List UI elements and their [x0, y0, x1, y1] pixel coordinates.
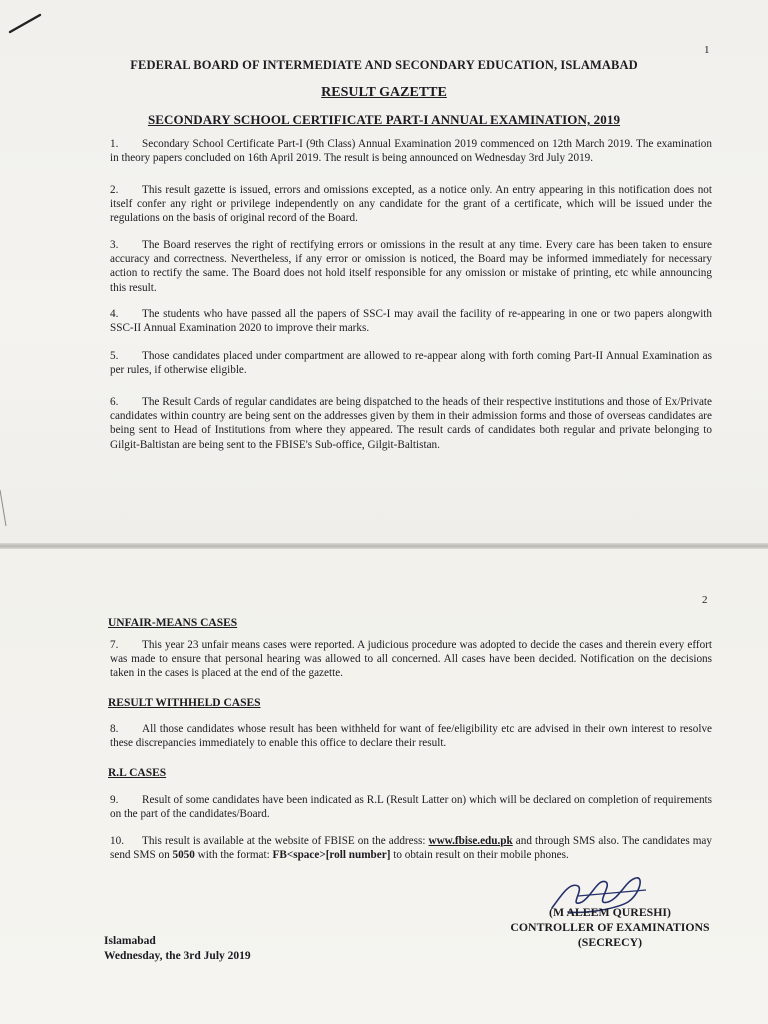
place-date-block — [104, 934, 251, 963]
exam-title: SECONDARY SCHOOL CERTIFICATE PART-I ANNUAL EXAMINATION, 2019 — [147, 112, 621, 127]
paragraph-1: 1. Secondary School Certificate Part-I (9th Class) Annual Examination 2019 commenced on 12th March 2019. The examination in theory papers concluded on 16th April 2019. The result is being announced on Wednesday 3rd July 2019. — [110, 138, 712, 165]
sms-number: 5050 — [172, 849, 195, 862]
paragraph-2: 2. This result gazette is issued, errors and omissions excepted, as a notice only. An entry appearing in this notification does not itself confer any right or privilege independently on any candidate for the grant of a certificate, which will be issued under the regulations on the basis of original record of the Board. — [110, 184, 712, 225]
gazette-title: RESULT GAZETTE — [321, 85, 447, 100]
place: Islamabad — [104, 935, 156, 947]
paragraph-4: 4. The students who have passed all the papers of SSC-I may avail the facility of re-appearing in one or two papers alongwith SSC-II Annual Examination 2020 to improve their marks. — [110, 308, 712, 335]
paragraph-10: 10. This result is available at the website of FBISE on the address: www.fbise.edu.pk and through SMS also. The candidates may send SMS on 5050 with the format: FB<space>[roll number] to obtain result on their mobile phones. — [110, 835, 712, 862]
paragraph-9: 9. Result of some candidates have been indicated as R.L (Result Latter on) which will be declared on completion of requirements on the part of the candidates/Board. — [110, 794, 712, 821]
section-heading-result-withheld: RESULT WITHHELD CASES — [108, 697, 261, 709]
page-number: 1 — [704, 44, 710, 56]
sms-format: FB<space>[roll number] — [272, 849, 391, 862]
paragraph-8: 8. All those candidates whose result has been withheld for want of fee/eligibility etc are advised in their own interest to resolve these discrepancies immediately to enable this office to declare their result. — [110, 723, 712, 750]
signatory-title: CONTROLLER OF EXAMINATIONS — [510, 920, 710, 934]
board-title: FEDERAL BOARD OF INTERMEDIATE AND SECONDARY EDUCATION, ISLAMABAD — [130, 58, 638, 72]
signature-block — [490, 905, 730, 950]
page-number: 2 — [702, 594, 708, 606]
section-heading-rl-cases: R.L CASES — [108, 767, 167, 779]
staple-mark — [0, 488, 8, 528]
signatory-name: (M ALEEM QURESHI) — [549, 905, 671, 919]
pen-stroke-mark — [8, 12, 44, 34]
paragraph-5: 5. Those candidates placed under compartment are allowed to re-appear along with forth coming Part-II Annual Examination as per rules, if otherwise eligible. — [110, 350, 712, 377]
section-heading-unfair-means: UNFAIR-MEANS CASES — [108, 617, 238, 629]
signatory-dept: (SECRECY) — [577, 935, 643, 949]
paragraph-7: 7. This year 23 unfair means cases were reported. A judicious procedure was adopted to decide the cases and therein every effort was made to ensure that personal hearing was allowed to all concerned. All cases have been decided. Notification on the decisions taken in the cases is placed at the end of the gazette. — [110, 639, 712, 680]
date-line: Wednesday, the 3rd July 2019 — [104, 949, 251, 962]
website-link[interactable]: www.fbise.edu.pk — [428, 835, 513, 847]
paragraph-3: 3. The Board reserves the right of rectifying errors or omissions in the result at any time. Every care has been taken to ensure accuracy and correctness. Nevertheless, if any error or omission is noticed, the Board may be informed immediately for necessary action to rectify the same. The Board does not hold itself responsible for any omission or mistake of printing, etc while announcing this result. — [110, 239, 712, 294]
paragraph-6: 6. The Result Cards of regular candidates are being dispatched to the heads of their respective institutions and those of Ex/Private candidates within country are being sent on the addresses given by them in their admission forms and those of overseas candidates are being sent to Head of Institutions from where they appeared. The result cards of candidates both regular and private belonging to Gilgit-Baltistan are being sent to the FBISE's Sub-office, Gilgit-Baltistan. — [110, 396, 712, 451]
